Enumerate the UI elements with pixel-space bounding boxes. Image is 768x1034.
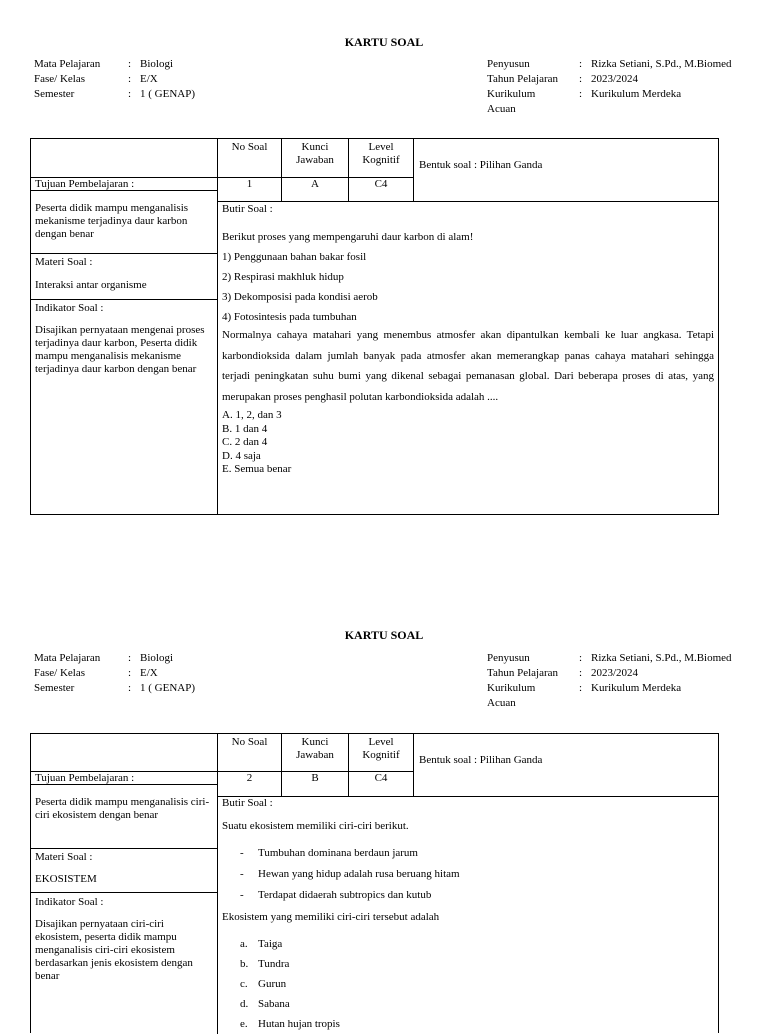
no-soal-value: 1: [246, 178, 253, 190]
indikator-label: Indikator Soal :: [35, 302, 104, 314]
list-item: - Tumbuhan dominana berdaun jarum: [240, 847, 418, 859]
kunci-value: B: [311, 772, 319, 784]
option: D. 4 saja: [222, 449, 261, 462]
meta-value: 1 ( GENAP): [140, 88, 195, 100]
level-value: C4: [374, 178, 388, 190]
header-no-soal: No Soal: [231, 736, 268, 748]
list-item: - Terdapat didaerah subtropics dan kutub: [240, 889, 432, 901]
meta-value: Rizka Setiani, S.Pd., M.Biomed: [591, 58, 732, 70]
kunci-value: A: [311, 178, 319, 190]
meta-label: Tahun Pelajaran: [487, 667, 559, 679]
list-item: 1) Penggunaan bahan bakar fosil: [222, 251, 367, 263]
meta-left: Mata Pelajaran : Biologi Fase/ Kelas : E/X Semester : 1 ( GENAP): [34, 652, 195, 694]
meta-label: Semester: [34, 88, 75, 100]
option: a. Taiga: [240, 938, 283, 950]
header-level-kognitif: Level Kognitif: [362, 141, 400, 166]
bentuk-soal: Bentuk soal : Pilihan Ganda: [419, 159, 543, 171]
bullet-text: Tumbuhan dominana berdaun jarum: [258, 847, 418, 859]
option: A. 1, 2, dan 3: [222, 409, 282, 421]
meta-value: 2023/2024: [591, 667, 639, 679]
tujuan-text: Peserta didik mampu menganalisis mekanisme terjadinya daur karbon dengan benar: [35, 202, 189, 240]
question-paragraph: Normalnya cahaya matahari yang menembus atmosfer akan dipantulkan kembali ke luar angkasa. Tetapi karbondioksida dalam jumlah banyak pada atmosfer akan memerangkap panas cahaya matahari sehingga terjadi peningkatan suhu bumi yang dikenal sebagai pemanasan global. Dari beberapa proses di atas, yang merupakan proses penghasil polutan karbondioksida adalah ....: [222, 329, 714, 403]
soal-table: [30, 138, 719, 515]
question-stem: Suatu ekosistem memiliki ciri-ciri berikut.: [222, 820, 409, 832]
meta-label: Mata Pelajaran: [34, 652, 101, 664]
question-stem: Berikut proses yang mempengaruhi daur karbon di alam!: [222, 231, 474, 243]
meta-label: Fase/ Kelas: [34, 667, 86, 679]
meta-label: Mata Pelajaran: [34, 58, 101, 70]
bullet-text: Terdapat didaerah subtropics dan kutub: [258, 889, 432, 901]
option: e. Hutan hujan tropis: [240, 1018, 340, 1030]
meta-label: Acuan: [487, 103, 516, 115]
butir-label: Butir Soal :: [222, 203, 273, 215]
header-level-kognitif: Level Kognitif: [362, 736, 400, 761]
meta-label: Semester: [34, 682, 75, 694]
meta-label: Kurikulum: [487, 88, 536, 100]
tujuan-label: Tujuan Pembelajaran :: [35, 178, 135, 190]
option: B. 1 dan 4: [222, 422, 268, 435]
meta-value: Rizka Setiani, S.Pd., M.Biomed: [591, 652, 732, 664]
butir-label: Butir Soal :: [222, 797, 273, 809]
answer-options: [222, 409, 291, 477]
meta-label: Tahun Pelajaran: [487, 73, 559, 85]
list-item: 4) Fotosintesis pada tumbuhan: [222, 311, 357, 323]
indikator-text: Disajikan pernyataan mengenai proses terjadinya daur karbon, Peserta didik mampu menganalisis mekanisme terjadinya daur karbon dengan benar: [35, 324, 205, 375]
materi-label: Materi Soal :: [35, 851, 93, 863]
meta-value: Biologi: [140, 652, 174, 664]
meta-label: Penyusun: [487, 652, 530, 664]
meta-label: Acuan: [487, 697, 516, 709]
header-kunci-jawaban: Kunci Jawaban: [296, 736, 334, 761]
card-title: KARTU SOAL: [344, 628, 424, 642]
option: C. 2 dan 4: [222, 436, 268, 448]
list-item: 3) Dekomposisi pada kondisi aerob: [222, 291, 378, 303]
card-title: KARTU SOAL: [344, 35, 424, 49]
soal-table: [30, 733, 719, 1033]
materi-text: EKOSISTEM: [35, 873, 97, 885]
meta-left: Mata Pelajaran : Biologi Fase/ Kelas : E/X Semester : 1 ( GENAP): [34, 58, 195, 100]
tujuan-label: Tujuan Pembelajaran :: [35, 772, 135, 784]
bullet-text: Hewan yang hidup adalah rusa beruang hitam: [258, 868, 460, 880]
meta-value: 2023/2024: [591, 73, 639, 85]
meta-label: Fase/ Kelas: [34, 73, 86, 85]
indikator-label: Indikator Soal :: [35, 896, 104, 908]
meta-value: 1 ( GENAP): [140, 682, 195, 694]
list-item: - Hewan yang hidup adalah rusa beruang hitam: [240, 868, 460, 880]
tujuan-text: Peserta didik mampu menganalisis ciri-ciri ekosistem dengan benar: [35, 796, 210, 821]
no-soal-value: 2: [246, 772, 253, 784]
level-value: C4: [374, 772, 388, 784]
list-item: 2) Respirasi makhluk hidup: [222, 271, 344, 283]
option: d. Sabana: [240, 998, 290, 1010]
option: c. Gurun: [240, 978, 287, 990]
option: b. Tundra: [240, 958, 290, 970]
option: E. Semua benar: [222, 463, 292, 475]
meta-right: Penyusun : Rizka Setiani, S.Pd., M.Biomed Tahun Pelajaran : 2023/2024 Kurikulum : Kurikulum Merdeka Acuan: [487, 58, 732, 115]
meta-label: Penyusun: [487, 58, 530, 70]
indikator-text: Disajikan pernyataan ciri-ciri ekosistem, peserta didik mampu menganalisis ciri-ciri ekosistem berdasarkan jenis ekosistem dengan benar: [35, 918, 193, 982]
meta-value: Kurikulum Merdeka: [591, 682, 682, 694]
question-text: Ekosistem yang memiliki ciri-ciri tersebut adalah: [222, 911, 440, 923]
meta-label: Kurikulum: [487, 682, 536, 694]
materi-text: Interaksi antar organisme: [35, 279, 147, 291]
bentuk-soal: Bentuk soal : Pilihan Ganda: [419, 754, 543, 766]
meta-value: E/X: [140, 73, 158, 85]
header-no-soal: No Soal: [231, 141, 268, 153]
meta-value: Kurikulum Merdeka: [591, 88, 682, 100]
header-kunci-jawaban: Kunci Jawaban: [296, 141, 334, 166]
meta-value: E/X: [140, 667, 158, 679]
materi-label: Materi Soal :: [35, 256, 93, 268]
meta-right: Penyusun : Rizka Setiani, S.Pd., M.Biomed Tahun Pelajaran : 2023/2024 Kurikulum : Kurikulum Merdeka Acuan: [487, 652, 732, 709]
meta-value: Biologi: [140, 58, 174, 70]
